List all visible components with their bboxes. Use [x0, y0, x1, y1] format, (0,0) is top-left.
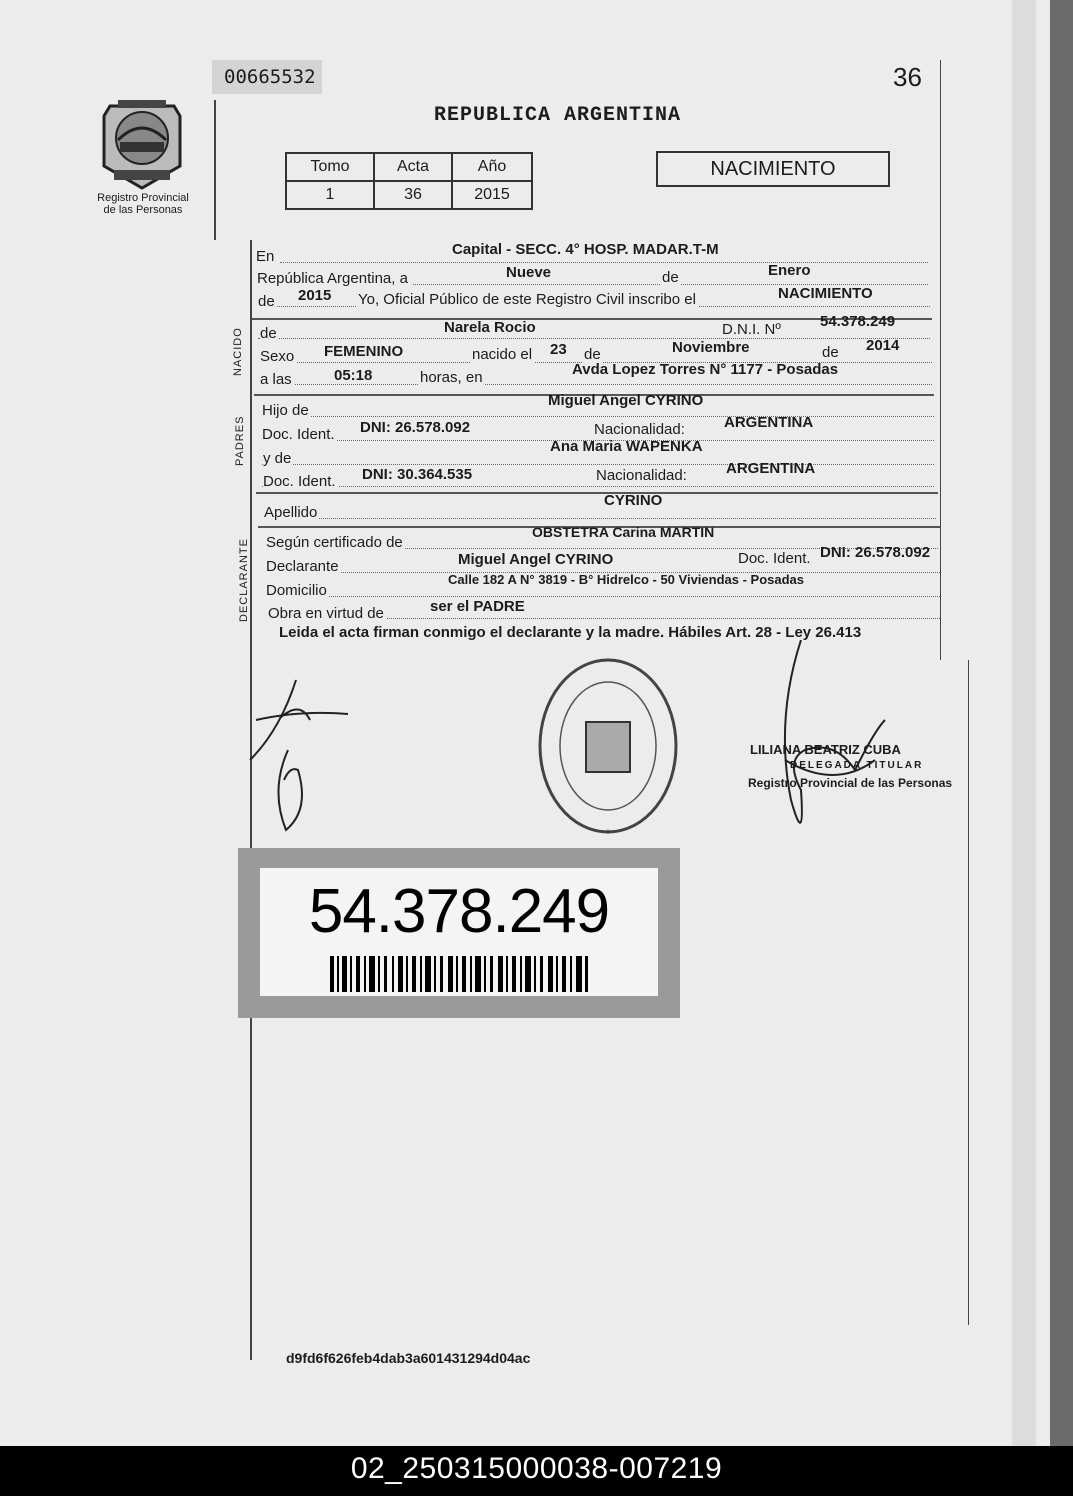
child-name: Narela Rocio	[444, 319, 536, 336]
republica-label: República Argentina, a	[257, 270, 412, 287]
page-title: REPUBLICA ARGENTINA	[434, 104, 682, 127]
scan-id: 02_250315000038-007219	[350, 1452, 723, 1485]
mother-doc: DNI: 30.364.535	[362, 466, 473, 483]
day-value: Nueve	[506, 264, 552, 281]
father-nationality: ARGENTINA	[724, 414, 814, 431]
dotted-line	[262, 486, 934, 487]
document-hash: d9fd6f626feb4dab3a601431294d04ac	[286, 1350, 531, 1366]
birth-place: Avda Lopez Torres N° 1177 - Posadas	[572, 361, 839, 378]
place-value: Capital - SECC. 4° HOSP. MADAR.T-M	[452, 241, 719, 258]
id-number-label	[238, 848, 680, 1018]
id-number: 54.378.249	[308, 877, 610, 946]
birth-month: Noviembre	[672, 339, 750, 356]
barcode-icon	[330, 956, 590, 992]
tomo-value: 1	[286, 181, 374, 209]
father-doc-label: Doc. Ident.	[262, 426, 335, 443]
dotted-line	[280, 262, 928, 263]
mother-name: Ana Maria WAPENKA	[550, 438, 703, 455]
sexo-value: FEMENINO	[324, 343, 404, 360]
birth-year: 2014	[866, 337, 900, 354]
dotted-line	[262, 464, 934, 465]
right-margin-line-top	[940, 60, 941, 660]
obra-label: Obra en virtud de	[268, 605, 384, 622]
declarante-label: Declarante	[266, 558, 339, 575]
register-table	[285, 152, 533, 210]
nacido-el-label: nacido el	[472, 346, 533, 363]
record-type-box: NACIMIENTO	[656, 151, 890, 187]
father-doc: DNI: 26.578.092	[360, 419, 471, 436]
domicilio-label: Domicilio	[266, 582, 327, 599]
child-dni: 54.378.249	[820, 313, 896, 330]
declarante-doc-label: Doc. Ident.	[738, 550, 811, 567]
en-label: En	[256, 248, 275, 265]
horas-label: horas, en	[420, 369, 483, 386]
cert-value: OBSTETRA Carina MARTIN	[532, 524, 715, 540]
logo-line-1: Registro Provincial	[97, 192, 189, 204]
col-header-anio: Año	[452, 153, 532, 181]
birth-de-label: de	[584, 346, 601, 363]
father-nat-label: Nacionalidad:	[594, 421, 685, 438]
dotted-line	[264, 518, 936, 519]
coat-of-arms-icon	[96, 96, 188, 192]
act-type-value: NACIMIENTO	[778, 285, 873, 302]
page-edge	[1012, 0, 1036, 1446]
mother-nat-label: Nacionalidad:	[596, 467, 687, 484]
dotted-line	[258, 338, 930, 339]
month-value: Enero	[768, 262, 811, 279]
year-value: 2015	[298, 287, 332, 304]
signature-left	[240, 670, 360, 840]
alas-label: a las	[260, 371, 292, 388]
birth-de-label-2: de	[822, 344, 839, 361]
left-margin-line-top	[214, 100, 216, 240]
nacido-section-label: NACIDO	[232, 327, 244, 376]
cert-label: Según certificado de	[266, 534, 403, 551]
mother-nationality: ARGENTINA	[726, 460, 816, 477]
sexo-label: Sexo	[260, 348, 295, 365]
anio-value: 2015	[452, 181, 532, 209]
official-name: LILIANA BEATRIZ CUBA	[750, 742, 901, 757]
right-margin-line	[968, 660, 969, 1325]
official-role: DELEGADA TITULAR	[790, 760, 924, 771]
official-stamp	[536, 656, 680, 842]
registry-logo-text	[82, 192, 204, 216]
svg-text:*: *	[605, 827, 611, 841]
father-name: Miguel Angel CYRINO	[548, 392, 704, 409]
official-text: Yo, Oficial Público de este Registro Civil inscribo el	[358, 291, 696, 308]
official-org: Registro Provincial de las Personas	[748, 776, 953, 790]
year-de-label: de	[258, 293, 275, 310]
logo-line-2: de las Personas	[103, 204, 183, 216]
obra-value: ser el PADRE	[430, 598, 525, 615]
scan-id-bar	[0, 1446, 1073, 1496]
col-header-acta: Acta	[374, 153, 452, 181]
dotted-line	[266, 596, 940, 597]
birth-day: 23	[550, 341, 567, 358]
nacido-de-label: de	[260, 325, 277, 342]
hijo-de-label: Hijo de	[262, 402, 309, 419]
col-header-tomo: Tomo	[286, 153, 374, 181]
dotted-line	[262, 416, 934, 417]
declarante-name: Miguel Angel CYRINO	[458, 551, 614, 568]
page-number: 36	[893, 62, 922, 92]
dni-label: D.N.I. Nº	[722, 321, 781, 338]
acta-value: 36	[374, 181, 452, 209]
birth-time: 05:18	[334, 367, 373, 384]
month-de-label: de	[662, 269, 679, 286]
closing-statement: Leida el acta firman conmigo el declarante y la madre. Hábiles Art. 28 - Ley 26.413	[279, 624, 862, 641]
declarante-section-label: DECLARANTE	[238, 538, 250, 622]
apellido-value: CYRINO	[604, 492, 663, 509]
section-divider	[256, 492, 938, 494]
apellido-label: Apellido	[264, 504, 318, 521]
serial-number: 00665532	[212, 60, 322, 94]
mother-doc-label: Doc. Ident.	[263, 473, 336, 490]
declarante-doc: DNI: 26.578.092	[820, 544, 931, 561]
yde-label: y de	[263, 450, 292, 467]
padres-section-label: PADRES	[234, 415, 246, 466]
domicilio-value: Calle 182 A N° 3819 - B° Hidrelco - 50 Viviendas - Posadas	[448, 572, 805, 587]
dotted-line	[260, 384, 932, 385]
